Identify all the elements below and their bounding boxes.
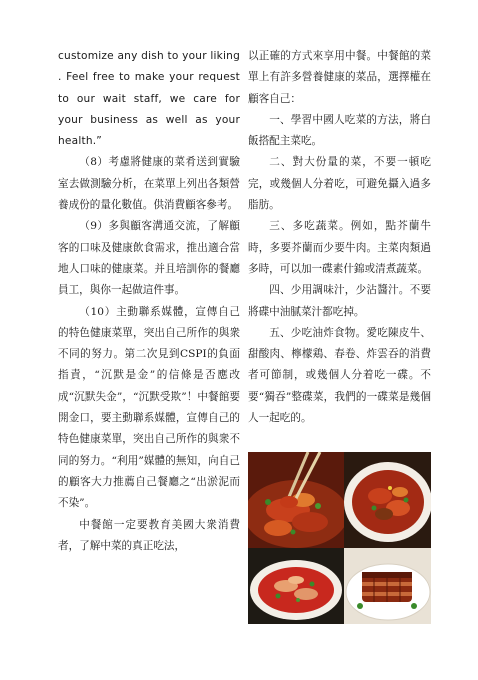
paragraph-9: （9）多與顧客溝通交流，了解顧客的口味及健康飲食需求，推出適合當地人口味的健康菜。并且培訓你的餐廳員工，與你一起做這件事。 [58,220,240,297]
tip-item-2: 二、對大份量的菜，不要一頓吃完，或幾個人分着吃，可避免攝入過多脂肪。 [248,156,431,212]
english-paragraph: customize any dish to your liking . Feel free to make your request to our wait staff, we care for your business as well as your health.” [58,50,240,148]
left-text-column [58,46,240,557]
paragraph-8: （8）考慮將健康的菜肴送到實驗室去做測驗分析，在菜單上列出各類營養成份的量化數值。供消費顧客參考。 [58,156,240,212]
spicy-braised-dish-photo [344,452,431,548]
chopsticks-meat-dish-photo [248,452,344,548]
braised-pork-belly-photo [344,548,431,624]
tip-item-4: 四、少用調味汁，少沾醬汁。不要將碟中油膩菜汁都吃掉。 [248,284,431,318]
tip-item-1: 一、學習中國人吃菜的方法，將白飯搭配主菜吃。 [248,113,431,148]
paragraph-10: （10）主動聯系媒體，宣傳自己的特色健康菜單，突出自己所作的與衆不同的努力。第二次見到CSPI的負面指責，“沉默是金”的信條是否應改成“沉默失金”，“沉默受欺”！中餐館要開金口，要主動聯系媒體，宣傳自己的特色健康菜單，突出自己所作的與衆不同的努力。“利用”媒體的無知，向自己的顧客大力推薦自己餐廳之“出淤泥而不染”。 [58,305,240,510]
right-text-column [248,46,431,429]
tip-item-5: 五、少吃油炸食物。愛吃陳皮牛、甜酸肉、檸檬鶏、春卷、炸雲吞的消費者可節制，或幾個人分着吃一碟。不要“獨吞”整碟菜，我們的一碟菜是幾個人一起吃的。 [248,326,431,425]
chili-sauce-dish-photo [248,548,344,624]
tip-item-3: 三、多吃蔬菜。例如，點芥蘭牛時，多要芥蘭而少要牛肉。主菜肉類過多時，可以加一碟素什錦或清煮蔬菜。 [248,220,431,275]
food-photo-collage [248,452,431,624]
continuation-paragraph: 以正確的方式來享用中餐。中餐館的菜單上有許多營養健康的菜品，選擇權在顧客自己： [248,50,431,105]
closing-paragraph: 中餐館一定要教育美國大衆消費者，了解中菜的真正吃法， [58,518,240,552]
